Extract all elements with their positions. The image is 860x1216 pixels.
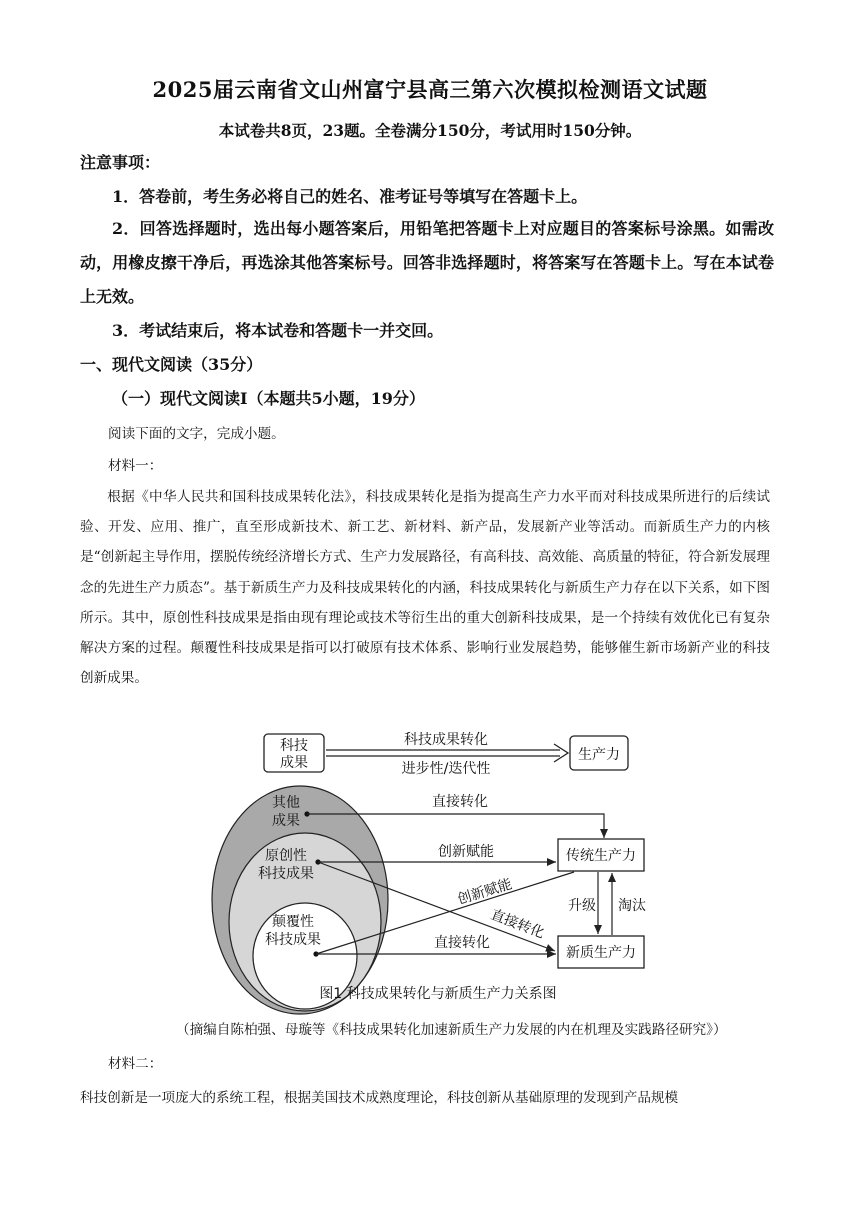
middle-label-line1: 原创性 [265, 848, 307, 864]
outer-label-line1: 其他 [272, 795, 300, 811]
box-new-label: 新质生产力 [566, 945, 636, 961]
label-eliminate: 淘汰 [618, 898, 646, 914]
arrow-bottom-label: 进步性/迭代性 [401, 761, 491, 777]
outer-label-line2: 成果 [272, 813, 300, 829]
label-upgrade: 升级 [568, 898, 596, 914]
material-2-text: 科技创新是一项庞大的系统工程，根据美国技术成熟度理论，科技创新从基础原理的发现到产品规模 [80, 1090, 679, 1106]
inner-label-line2: 科技成果 [265, 932, 321, 948]
double-arrow-head [554, 744, 568, 762]
exam-subtitle: 本试卷共8页，23题。全卷满分150分，考试用时150分钟。 [218, 121, 642, 140]
relationship-diagram [0, 722, 860, 1022]
notice-heading: 注意事项： [80, 153, 161, 172]
box-traditional-label: 传统生产力 [566, 848, 636, 864]
section-heading: 一、现代文阅读（35分） [80, 355, 263, 374]
figure-caption: 图1 科技成果转化与新质生产力关系图 [319, 986, 557, 1002]
label-empower-1: 创新赋能 [438, 844, 494, 860]
source-note: （摘编自陈柏强、母璇等《科技成果转化加速新质生产力发展的内在机理及实践路径研究》） [176, 1022, 727, 1038]
material-2-label: 材料二： [108, 1056, 163, 1072]
label-direct-diagonal: 直接转化 [488, 906, 547, 942]
label-empower-2: 创新赋能 [455, 876, 514, 909]
label-direct-top: 直接转化 [432, 794, 488, 810]
notice-item-3: 3．考试结束后，将本试卷和答题卡一并交回。 [112, 321, 444, 340]
box-shengchanli-label: 生产力 [578, 747, 620, 763]
exam-title: 2025届云南省文山州富宁县高三第六次模拟检测语文试题 [152, 77, 708, 102]
box-keji-line2: 成果 [280, 755, 308, 771]
notice-item-2: 2．回答选择题时，选出每小题答案后，用铅笔把答题卡上对应题目的答案标号涂黑。如需改动，用橡皮擦干净后，再选涂其他答案标号。回答非选择题时，将答案写在答题卡上。写在本试卷上无效。 [80, 219, 774, 306]
inner-label-line1: 颠覆性 [272, 914, 314, 930]
label-direct-bottom: 直接转化 [434, 935, 490, 951]
material-1-label: 材料一： [108, 458, 163, 474]
box-keji-line1: 科技 [280, 738, 308, 754]
reading-instruction: 阅读下面的文字，完成小题。 [108, 426, 285, 442]
middle-label-line2: 科技成果 [258, 866, 314, 882]
material-1-text: 根据《中华人民共和国科技成果转化法》，科技成果转化是指为提高生产力水平而对科技成果所进行的后续试验、开发、应用、推广，直至形成新技术、新工艺、新材料、新产品，发展新产业等活动。而新质生产力的内核是“创新起主导作用，摆脱传统经济增长方式、生产力发展路径，有高科技、高效能、高质量的特征，符合新发展理念的先进生产力质态”。基于新质生产力及科技成果转化的内涵，科技成果转化与新质生产力存在以下关系，如下图所示。其中，原创性科技成果是指由现有理论或技术等衍生出的重大创新科技成果，是一个持续有效优化已有复杂解决方案的过程。颠覆性科技成果是指可以打破原有技术体系、影响行业发展趋势，能够催生新市场新产业的科技创新成果。 [80, 489, 770, 687]
arrow-top-label: 科技成果转化 [404, 732, 488, 748]
subsection-heading: （一）现代文阅读Ⅰ（本题共5小题，19分） [112, 389, 425, 408]
notice-item-1: 1．答卷前，考生务必将自己的姓名、准考证号等填写在答题卡上。 [112, 187, 588, 206]
